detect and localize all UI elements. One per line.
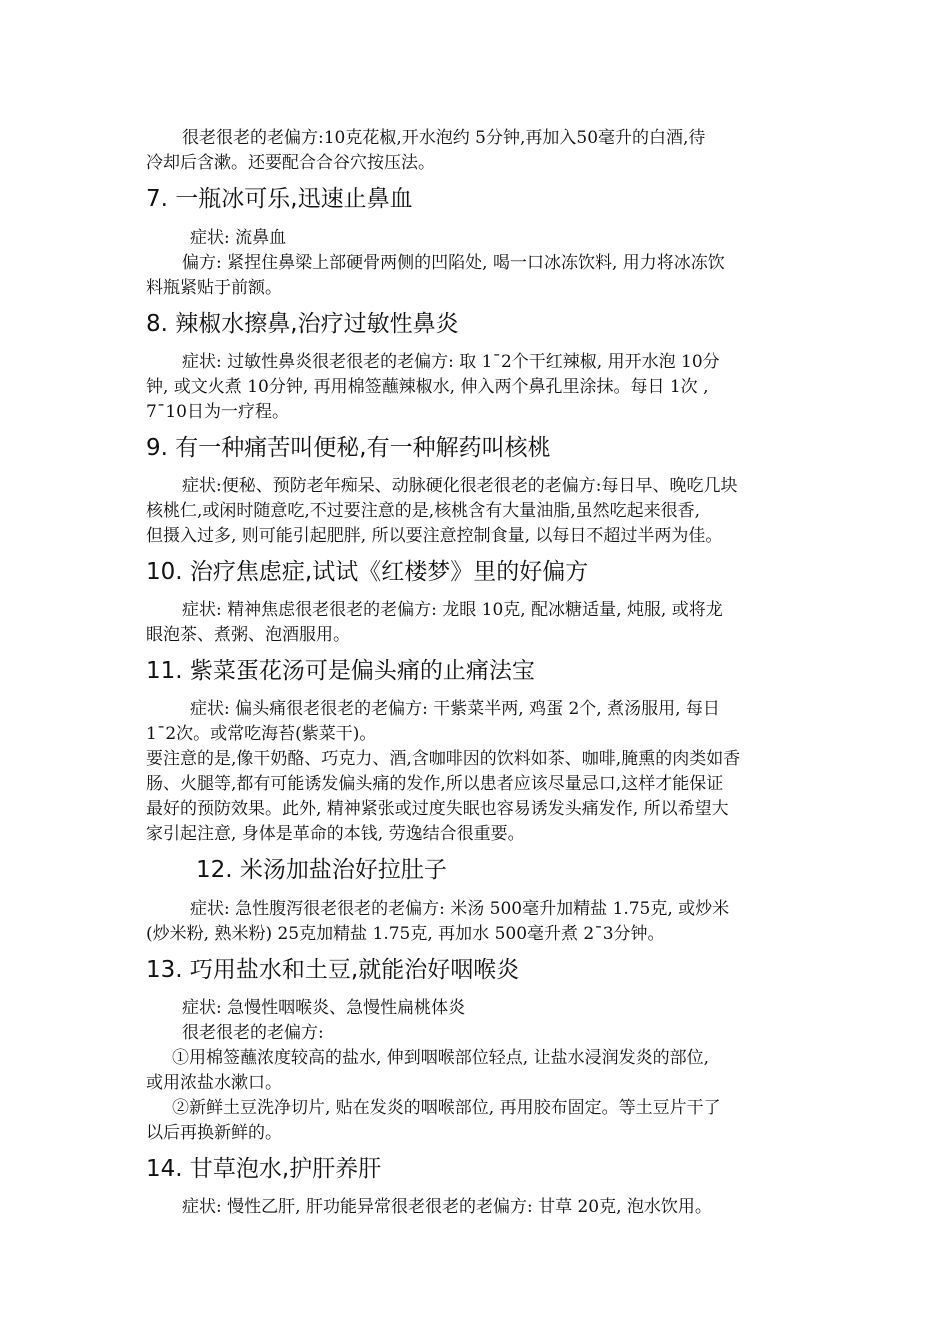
paragraph-line: (炒米粉, 熟米粉) 25克加精盐 1.75克, 再加水 500毫升煮 2¯3分钟。 [146,924,665,944]
paragraph-line: 很老很老的老偏方:10克花椒,开水泡约 5分钟,再加入50毫升的白酒,待 [182,128,706,148]
paragraph-line: 症状: 偏头痛很老很老的老偏方: 干紫菜半两, 鸡蛋 2个, 煮汤服用, 每日 [190,699,720,719]
paragraph-line: 症状: 精神焦虑很老很老的老偏方: 龙眼 10克, 配冰糖适量, 炖服, 或将龙 [182,600,723,620]
section-heading-14: 14. 甘草泡水,护肝养肝 [146,1156,382,1182]
paragraph-line: 家引起注意, 身体是革命的本钱, 劳逸结合很重要。 [146,824,525,844]
paragraph-line: 核桃仁,或闲时随意吃,不过要注意的是,核桃含有大量油脂,虽然吃起来很香, [146,501,701,521]
paragraph-line: 症状: 慢性乙肝, 肝功能异常很老很老的老偏方: 甘草 20克, 泡水饮用。 [182,1197,712,1217]
paragraph-line: 要注意的是,像干奶酪、巧克力、酒,含咖啡因的饮料如茶、咖啡,腌熏的肉类如香 [146,749,741,769]
paragraph-line: 料瓶紧贴于前额。 [146,278,282,298]
paragraph-line: 肠、火腿等,都有可能诱发偏头痛的发作,所以患者应该尽量忌口,这样才能保证 [146,774,724,794]
paragraph-line: 最好的预防效果。此外, 精神紧张或过度失眠也容易诱发头痛发作, 所以希望大 [146,799,729,819]
paragraph-line: 症状: 急性腹泻很老很老的老偏方: 米汤 500毫升加精盐 1.75克, 或炒米 [190,899,730,919]
paragraph-line: 症状: 过敏性鼻炎很老很老的老偏方: 取 1¯2个干红辣椒, 用开水泡 10分 [182,352,720,372]
paragraph-line: 症状: 流鼻血 [190,228,287,248]
paragraph-line: 1¯2次。或常吃海苔(紫菜干)。 [146,724,377,744]
section-heading-7: 7. 一瓶冰可乐,迅速止鼻血 [146,186,413,212]
paragraph-line: 但摄入过多, 则可能引起肥胖, 所以要注意控制食量, 以每日不超过半两为佳。 [146,526,723,546]
section-heading-8: 8. 辣椒水擦鼻,治疗过敏性鼻炎 [146,311,459,337]
paragraph-line: 钟, 或文火煮 10分钟, 再用棉签蘸辣椒水, 伸入两个鼻孔里涂抹。每日 1次 , [146,377,709,397]
paragraph-line: 症状: 急慢性咽喉炎、急慢性扁桃体炎 [182,998,466,1018]
paragraph-line: 或用浓盐水漱口。 [146,1073,282,1093]
paragraph-line: ②新鲜土豆洗净切片, 贴在发炎的咽喉部位, 再用胶布固定。等土豆片干了 [172,1098,721,1118]
paragraph-line: 很老很老的老偏方: [182,1023,324,1043]
section-heading-10: 10. 治疗焦虑症,试试《红楼梦》里的好偏方 [146,559,589,585]
paragraph-line: 7¯10日为一疗程。 [146,402,289,422]
section-heading-13: 13. 巧用盐水和土豆,就能治好咽喉炎 [146,957,520,983]
paragraph-line: 眼泡茶、煮粥、泡酒服用。 [146,625,350,645]
paragraph-line: 冷却后含漱。还要配合合谷穴按压法。 [146,153,435,173]
section-heading-12: 12. 米汤加盐治好拉肚子 [196,857,447,883]
paragraph-line: 以后再换新鲜的。 [146,1123,282,1143]
section-heading-11: 11. 紫菜蛋花汤可是偏头痛的止痛法宝 [146,658,535,684]
paragraph-line: 症状:便秘、预防老年痴呆、动脉硬化很老很老的老偏方:每日早、晚吃几块 [182,476,738,496]
paragraph-line: ①用棉签蘸浓度较高的盐水, 伸到咽喉部位轻点, 让盐水浸润发炎的部位, [172,1048,710,1068]
section-heading-9: 9. 有一种痛苦叫便秘,有一种解药叫核桃 [146,435,551,461]
paragraph-line: 偏方: 紧捏住鼻梁上部硬骨两侧的凹陷处, 喝一口冰冻饮料, 用力将冰冻饮 [182,253,725,273]
